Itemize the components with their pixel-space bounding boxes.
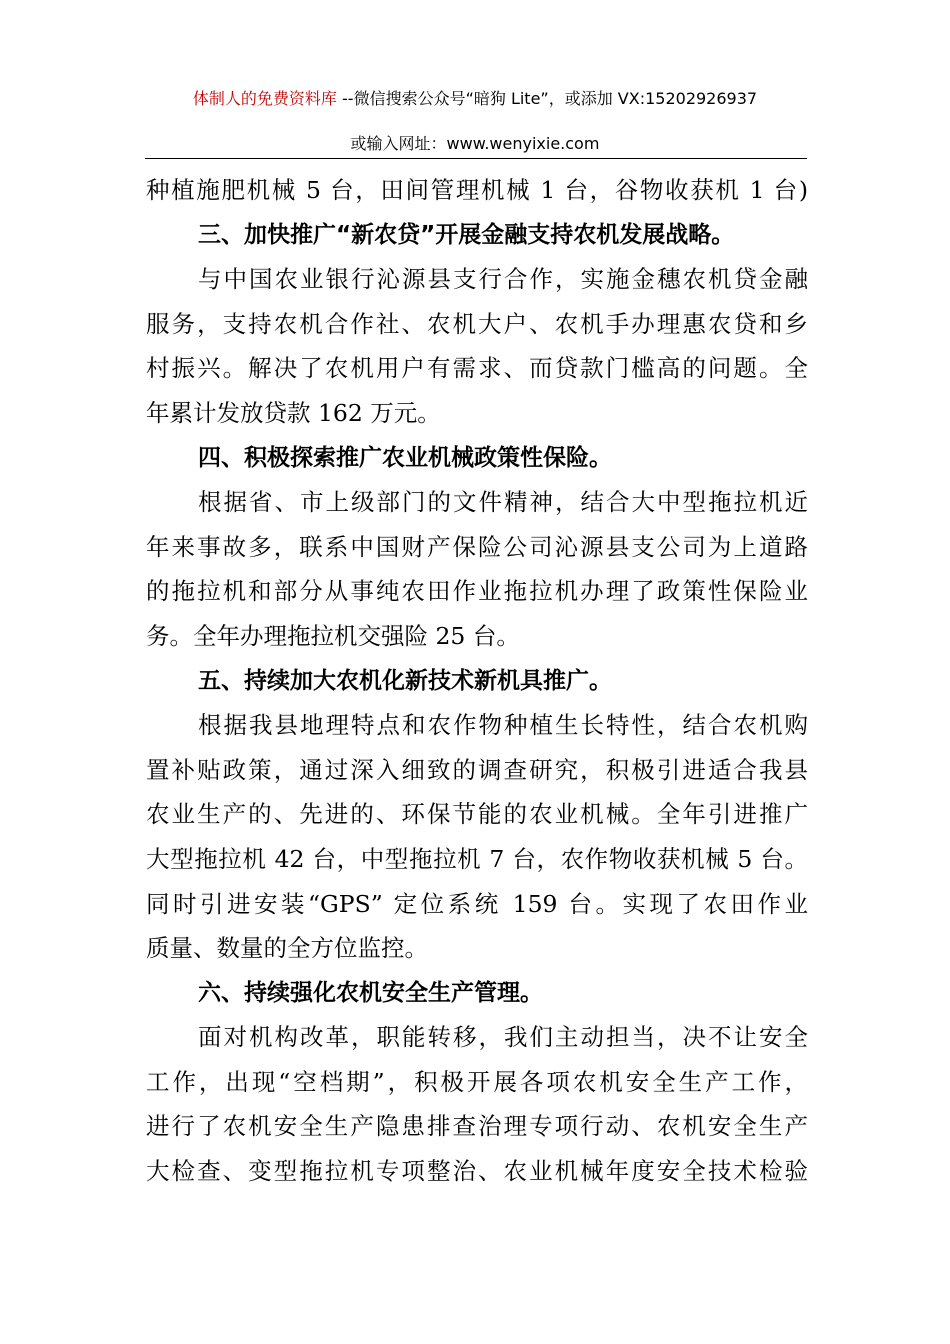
body-text-line: 质量、数量的全方位监控。 <box>146 934 428 963</box>
body-text-line: 根据我县地理特点和农作物种植生长特性，结合农机购 <box>198 711 808 740</box>
body-text-line: 年累计发放贷款 162 万元。 <box>146 398 441 427</box>
body-text-line: 与中国农业银行沁源县支行合作，实施金穗农机贷金融 <box>198 265 808 294</box>
body-text-line: 的拖拉机和部分从事纯农田作业拖拉机办理了政策性保险业 <box>146 577 808 606</box>
document-body <box>146 168 808 1194</box>
header-brand: 体制人的免费资料库 <box>192 89 337 108</box>
body-text-line: 进行了农机安全生产隐患排查治理专项行动、农机安全生产 <box>146 1112 808 1141</box>
header-divider <box>145 158 807 159</box>
body-text-line: 务。全年办理拖拉机交强险 25 台。 <box>146 621 520 650</box>
body-text-line: 村振兴。解决了农机用户有需求、而贷款门槛高的问题。全 <box>146 354 808 383</box>
section-heading: 三、加快推广“新农贷”开展金融支持农机发展战略。 <box>198 221 735 248</box>
body-text-line: 大检查、变型拖拉机专项整治、农业机械年度安全技术检验 <box>146 1157 808 1186</box>
header-website: 或输入网址：www.wenyixie.com <box>350 134 600 153</box>
body-text-line: 根据省、市上级部门的文件精神，结合大中型拖拉机近 <box>198 488 808 517</box>
body-text-line: 农业生产的、先进的、环保节能的农业机械。全年引进推广 <box>146 800 808 829</box>
body-text-line: 面对机构改革，职能转移，我们主动担当，决不让安全 <box>198 1023 808 1052</box>
body-text-line: 同时引进安装“GPS” 定位系统 159 台。实现了农田作业 <box>146 889 808 918</box>
section-heading: 四、积极探索推广农业机械政策性保险。 <box>198 444 612 471</box>
page-header <box>0 86 950 109</box>
body-text-line: 服务，支持农机合作社、农机大户、农机手办理惠农贷和乡 <box>146 309 808 338</box>
body-text-line: 置补贴政策，通过深入细致的调查研究，积极引进适合我县 <box>146 755 808 784</box>
body-text-line: 工作，出现“空档期”，积极开展各项农机安全生产工作， <box>146 1067 808 1096</box>
body-text-line: 种植施肥机械 5 台，田间管理机械 1 台，谷物收获机 1 台) <box>146 176 808 204</box>
body-text-line: 大型拖拉机 42 台，中型拖拉机 7 台，农作物收获机械 5 台。 <box>146 844 808 873</box>
header-contact: --微信搜索公众号“暗狗 Lite”，或添加 VX:15202926937 <box>336 89 758 108</box>
section-heading: 六、持续强化农机安全生产管理。 <box>198 979 543 1006</box>
section-heading: 五、持续加大农机化新技术新机具推广。 <box>198 667 612 694</box>
body-text-line: 年来事故多，联系中国财产保险公司沁源县支公司为上道路 <box>146 532 808 561</box>
